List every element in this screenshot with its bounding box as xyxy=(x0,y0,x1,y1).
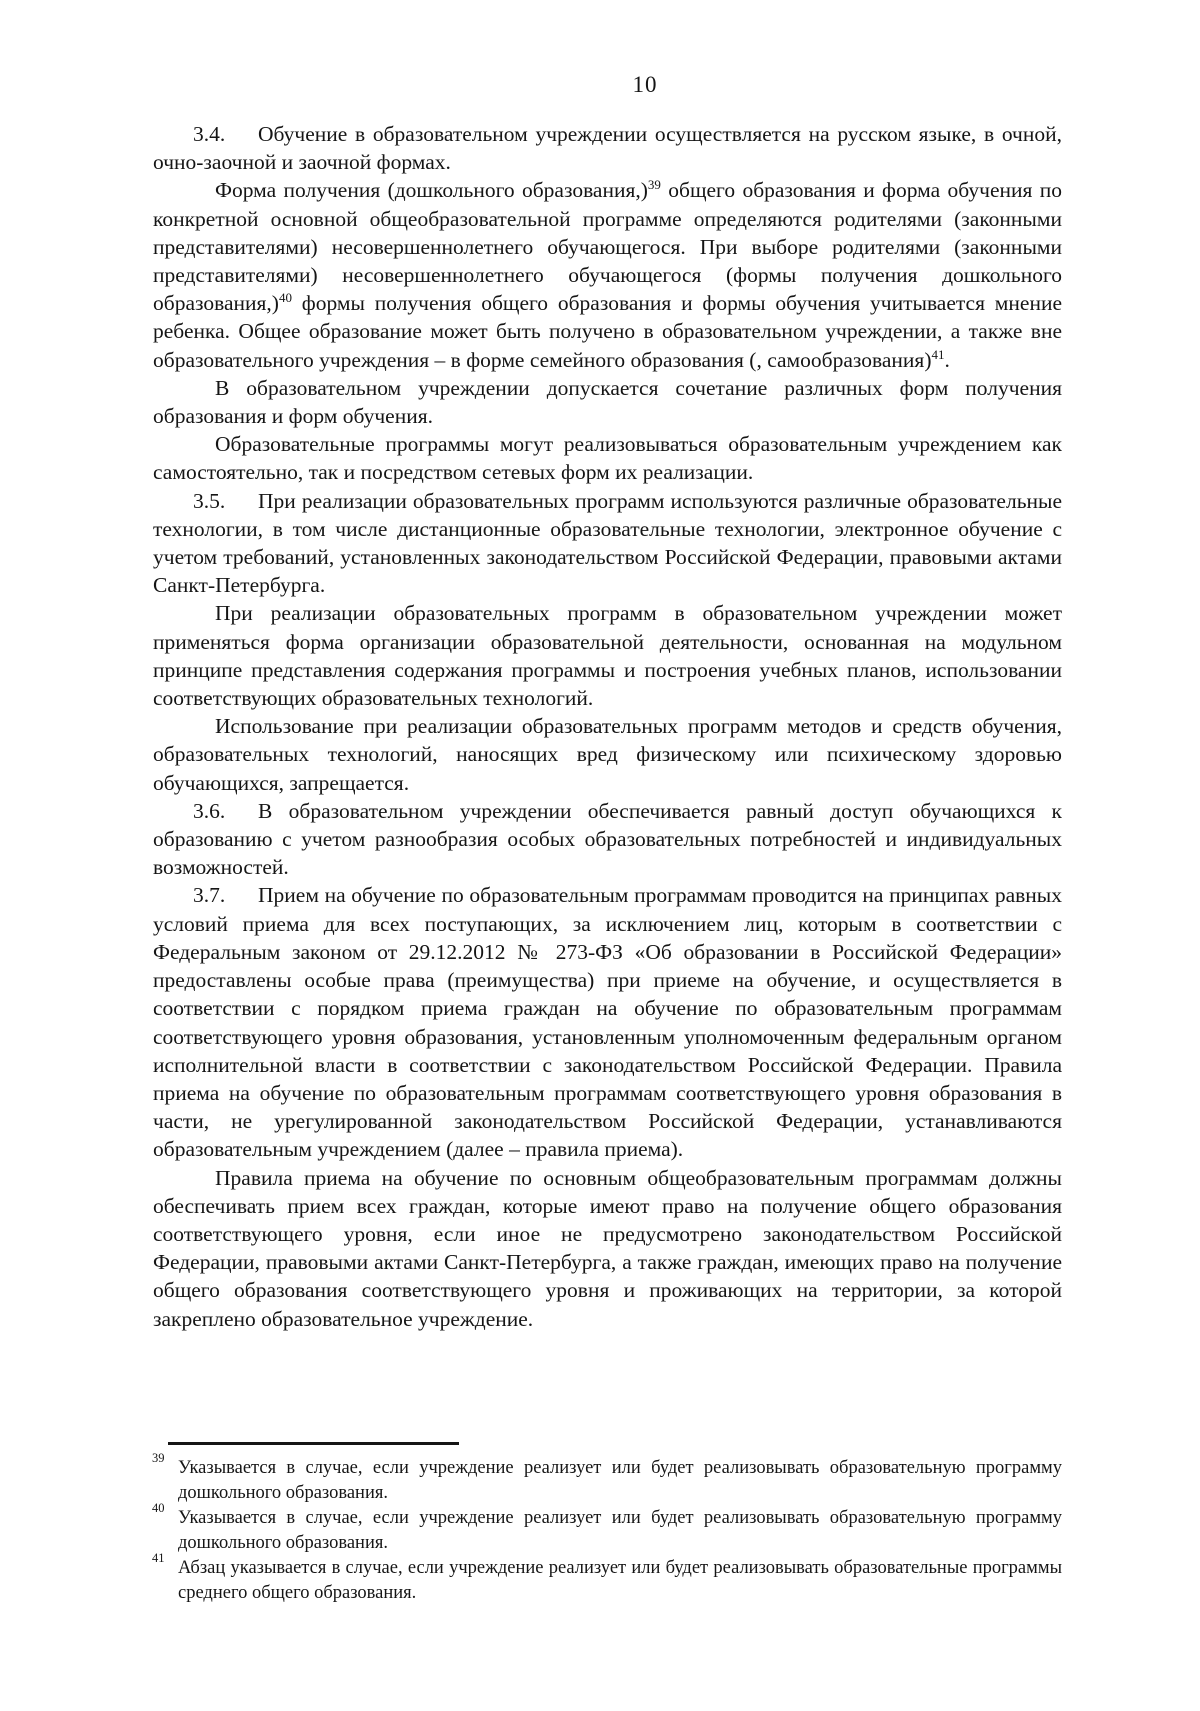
footnote-ref: 40 xyxy=(278,290,292,306)
footnote-text: Указывается в случае, если учреждение реализует или будет реализовывать образовательную программу дошкольного образования. xyxy=(178,1458,1062,1503)
footnote: 41 Абзац указывается в случае, если учреждение реализует или будет реализовывать образовательные программы среднего общего образования. xyxy=(152,1551,1062,1603)
footnote: 40 Указывается в случае, если учреждение реализует или будет реализовывать образовательную программу дошкольного образования. xyxy=(152,1501,1062,1553)
page-number: 10 xyxy=(632,72,658,97)
paragraph: При реализации образовательных программ в образовательном учреждении может применяться форма организации образовательной деятельности, основанная на модульном принципе представления содержания программы и построения учебных планов, использовании соответствующих образовательных технологий. xyxy=(153,601,1062,711)
clause-number: 3.7. xyxy=(193,883,226,908)
footnote-text: Указывается в случае, если учреждение реализует или будет реализовывать образовательную программу дошкольного образования. xyxy=(178,1508,1062,1553)
paragraph: Использование при реализации образовательных программ методов и средств обучения, образовательных технологий, наносящих вред физическому или психическому здоровью обучающихся, запрещается. xyxy=(153,714,1062,795)
paragraph: 3.4. Обучение в образовательном учреждении осуществляется на русском языке, в очной, очно-заочной и заочной формах. xyxy=(153,122,1062,175)
footnote-ref: 39 xyxy=(647,177,661,193)
document-body xyxy=(153,120,1062,1333)
paragraph: Форма получения (дошкольного образования,)$^{39}$ общего образования и форма обучения по конкретной основной общеобразовательной программе определяются родителями (законными представителями) несовершеннолетнего обучающегося. При выборе родителями (законными представителями) несовершеннолетнего обучающегося (формы получения дошкольного образования,)$^{40}$ формы получения общего образования и формы обучения учитывается мнение ребенка. Общее образование может быть получено в образовательном учреждении, а также вне образовательного учреждения – в форме семейного образования (, самообразования)$^{41}$. xyxy=(153,177,1062,372)
clause-number: 3.5. xyxy=(193,488,226,513)
paragraph: Образовательные программы могут реализовываться образовательным учреждением как самостоятельно, так и посредством сетевых форм их реализации. xyxy=(153,432,1062,485)
footnotes-section xyxy=(150,1451,1062,1606)
paragraph: В образовательном учреждении допускается сочетание различных форм получения образования и форм обучения. xyxy=(153,375,1062,429)
paragraph: 3.6. В образовательном учреждении обеспечивается равный доступ обучающихся к образованию с учетом разнообразия особых образовательных потребностей и индивидуальных возможностей. xyxy=(153,798,1062,880)
footnote-separator xyxy=(168,1442,459,1445)
clause-number: 3.4. xyxy=(193,122,226,146)
footnote-ref: 41 xyxy=(931,346,945,362)
paragraph: 3.7. Прием на обучение по образовательным программам проводится на принципах равных условий приема для всех поступающих, за исключением лиц, которым в соответствии с Федеральным законом от 29.12.2012 № 273-ФЗ «Об образовании в Российской Федерации» предоставлены особые права (преимущества) при приеме на обучение, и осуществляется в соответствии с порядком приема граждан на обучение по образовательным программам соответствующего уровня образования, установленным уполномоченным федеральным органом исполнительной власти в соответствии с законодательством Российской Федерации. Правила приема на обучение по образовательным программам соответствующего уровня образования в части, не урегулированной законодательством Российской Федерации, устанавливаются образовательным учреждением (далее – правила приема). xyxy=(153,883,1062,1162)
footnote-text: Абзац указывается в случае, если учреждение реализует или будет реализовывать образовательные программы среднего общего образования. xyxy=(178,1558,1062,1603)
clause-number: 3.6. xyxy=(193,798,226,823)
footnote: 39 Указывается в случае, если учреждение реализует или будет реализовывать образовательную программу дошкольного образования. xyxy=(152,1451,1062,1503)
paragraph: Правила приема на обучение по основным общеобразовательным программам должны обеспечивать прием всех граждан, которые имеют право на получение общего образования соответствующего уровня, если иное не предусмотрено законодательством Российской Федерации, правовыми актами Санкт-Петербурга, а также граждан, имеющих право на получение общего образования соответствующего уровня и проживающих на территории, за которой закреплено образовательное учреждение. xyxy=(153,1165,1062,1331)
paragraph: 3.5. При реализации образовательных программ используются различные образовательные технологии, в том числе дистанционные образовательные технологии, электронное обучение с учетом требований, установленных законодательством Российской Федерации, правовыми актами Санкт-Петербурга. xyxy=(153,488,1062,598)
